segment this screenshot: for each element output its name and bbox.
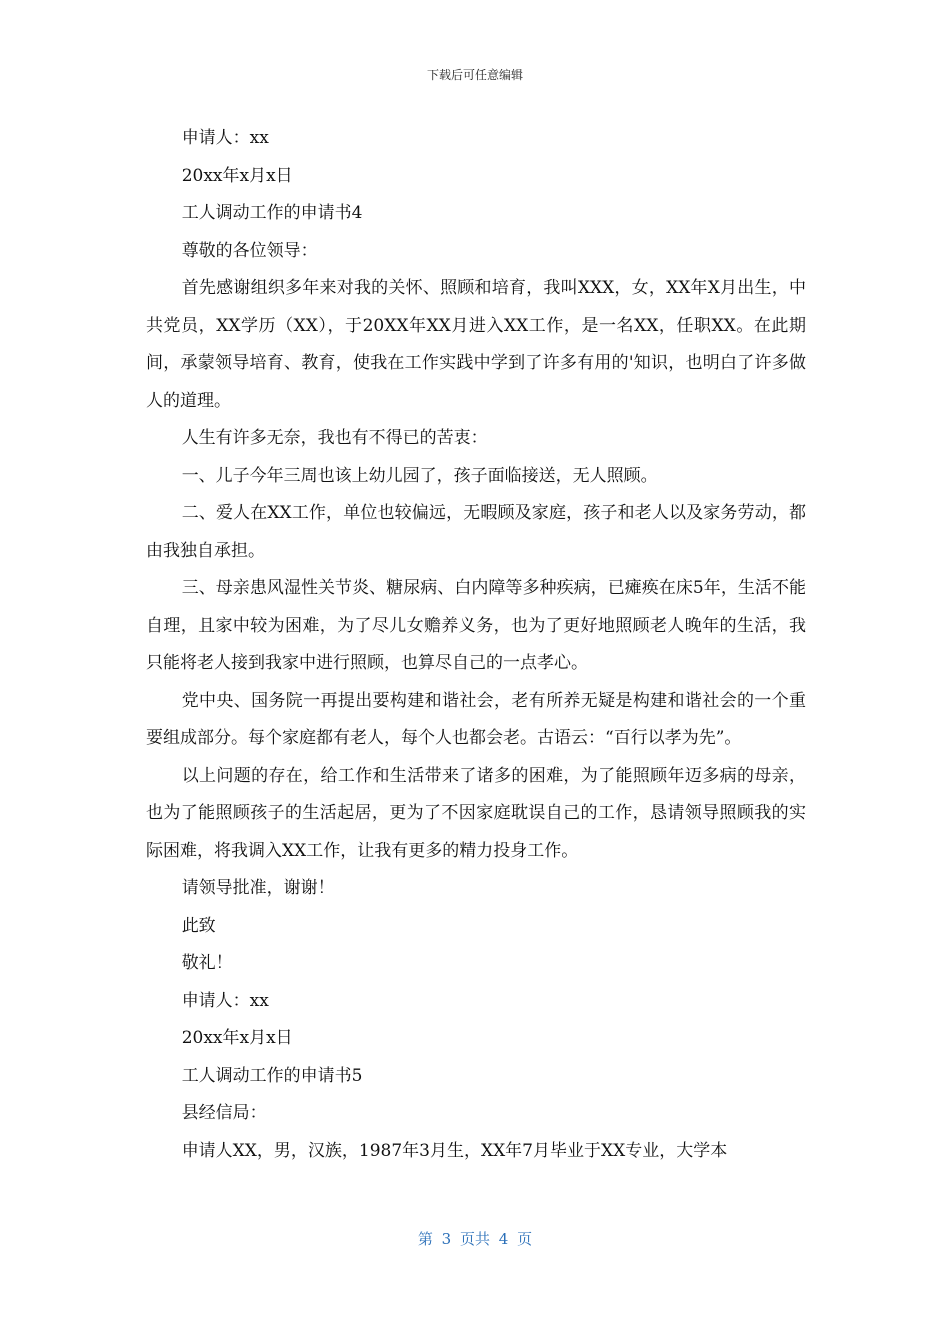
paragraph: 申请人：xx: [181, 990, 269, 1011]
paragraph: 工人调动工作的申请书5: [181, 1065, 363, 1086]
paragraph: 此致: [181, 915, 216, 936]
paragraph: 申请人XX，男，汉族，1987年3月生，XX年7月毕业于XX专业，大学本: [181, 1140, 728, 1161]
paragraph: 20xx年x月x日: [181, 165, 293, 186]
header-note: 下载后可任意编辑: [426, 68, 523, 82]
document-body: [146, 120, 806, 1170]
paragraph: 申请人：xx: [181, 128, 269, 148]
paragraph: 人生有许多无奈，我也有不得已的苦衷：: [181, 428, 488, 448]
paragraph: 敬礼！: [181, 953, 233, 973]
paragraph: 二、爱人在XX工作，单位也较偏远，无暇顾及家庭，孩子和老人以及家务劳动，都由我独自承担。: [146, 503, 806, 561]
paragraph: 县经信局：: [181, 1103, 267, 1123]
paragraph: 请领导批准，谢谢！: [181, 878, 335, 898]
paragraph: 首先感谢组织多年来对我的关怀、照顾和培育，我叫XXX，女，XX年X月出生，中共党员，XX学历（XX），于20XX年XX月进入XX工作，是一名XX，任职XX。在此期间，承蒙领导培育、教育，使我在工作实践中学到了许多有用的'知识，也明白了许多做人的道理。: [146, 278, 806, 411]
paragraph: 一、儿子今年三周也该上幼儿园了，孩子面临接送，无人照顾。: [181, 465, 658, 486]
paragraph: 工人调动工作的申请书4: [181, 203, 363, 223]
paragraph: 尊敬的各位领导：: [181, 240, 318, 261]
paragraph: 以上问题的存在，给工作和生活带来了诸多的困难，为了能照顾年迈多病的母亲，也为了能照顾孩子的生活起居，更为了不因家庭耽误自己的工作，恳请领导照顾我的实际困难，将我调入XX工作，让我有更多的精力投身工作。: [146, 765, 806, 861]
paragraph: 三、母亲患风湿性关节炎、糖尿病、白内障等多种疾病，已瘫痪在床5年，生活不能自理，且家中较为困难，为了尽儿女赡养义务，也为了更好地照顾老人晚年的生活，我只能将老人接到我家中进行照顾，也算尽自己的一点孝心。: [146, 578, 806, 673]
page-number-footer: 第 3 页共 4 页: [417, 1230, 533, 1248]
paragraph: 党中央、国务院一再提出要构建和谐社会，老有所养无疑是构建和谐社会的一个重要组成部分。每个家庭都有老人，每个人也都会老。古语云：“百行以孝为先”。: [146, 690, 806, 748]
paragraph: 20xx年x月x日: [181, 1028, 293, 1048]
